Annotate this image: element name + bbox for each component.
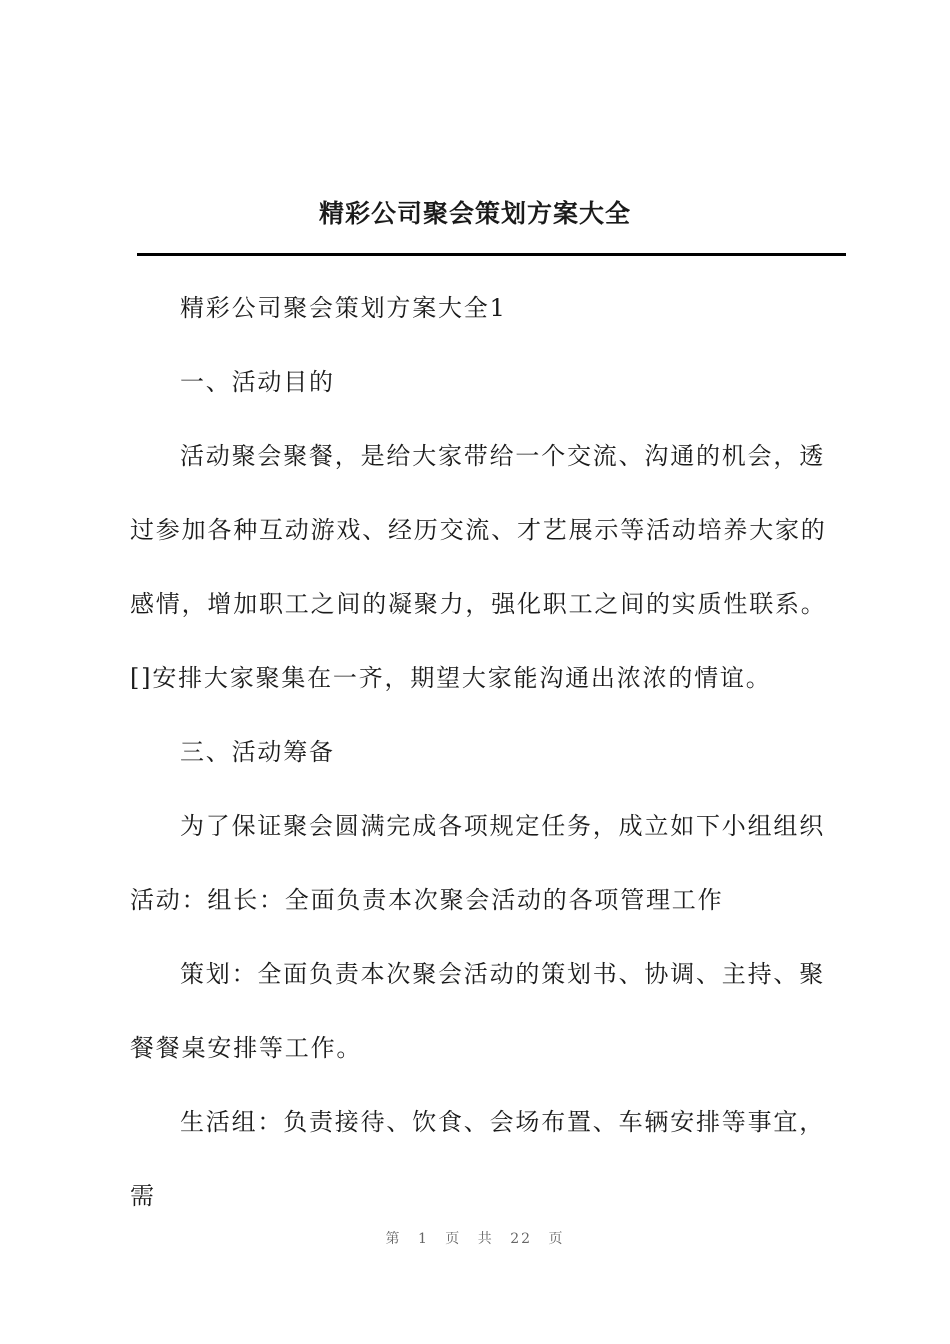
paragraph-heading-section-1: 精彩公司聚会策划方案大全1 <box>180 294 507 322</box>
paragraph-heading-purpose: 一、活动目的 <box>180 368 335 396</box>
document-title: 精彩公司聚会策划方案大全 <box>318 199 631 228</box>
paragraph-preparation-body: 为了保证聚会圆满完成各项规定任务，成立如下小组组织活动：组长：全面负责本次聚会活动的各项管理工作 <box>130 812 825 914</box>
title-underline-rule <box>137 253 846 256</box>
document-body <box>130 271 846 1233</box>
paragraph-logistics-role: 生活组：负责接待、饮食、会场布置、车辆安排等事宜，需 <box>130 1108 825 1210</box>
paragraph-heading-preparation: 三、活动筹备 <box>180 738 335 766</box>
paragraph-purpose-body: 活动聚会聚餐，是给大家带给一个交流、沟通的机会，透过参加各种互动游戏、经历交流、才艺展示等活动培养大家的感情，增加职工之间的凝聚力，强化职工之间的实质性联系。[]安排大家聚集在一齐，期望大家能沟通出浓浓的情谊。 <box>130 442 827 692</box>
paragraph-planning-role: 策划：全面负责本次聚会活动的策划书、协调、主持、聚餐餐桌安排等工作。 <box>130 960 825 1062</box>
page-number-footer: 第 1 页 共 22 页 <box>385 1231 565 1247</box>
